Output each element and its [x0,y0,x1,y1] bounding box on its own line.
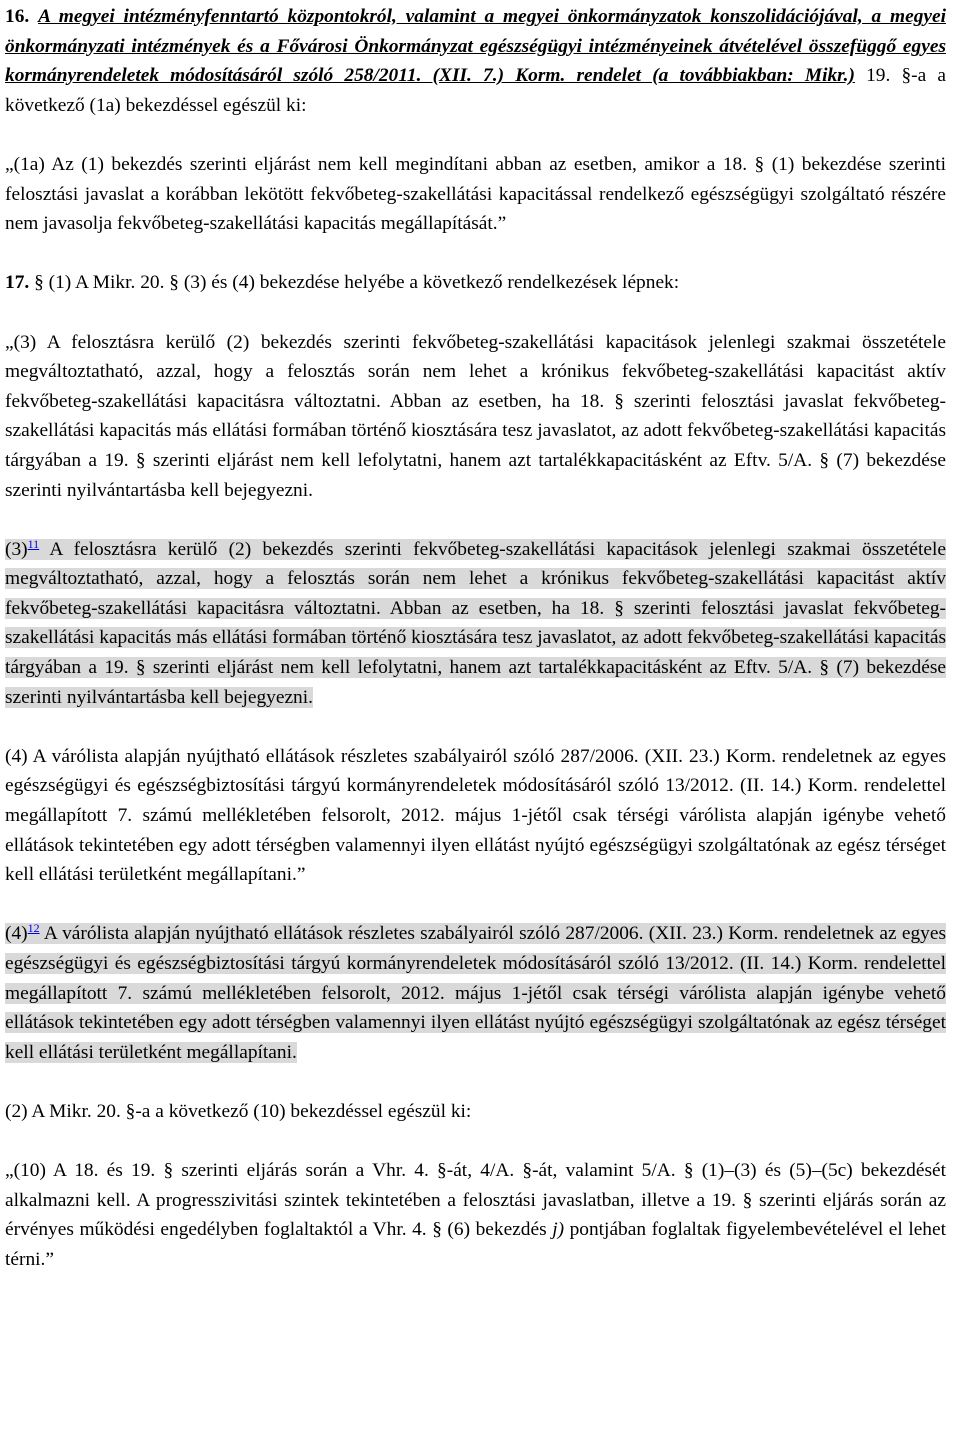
footnote-link-12[interactable]: 12 [27,921,40,936]
point-reference: j) [552,1219,565,1241]
section-heading [5,2,946,120]
highlighted-text [5,536,946,708]
article-number: 17. [5,272,30,294]
paragraph-10 [5,1156,946,1274]
highlighted-text [5,923,946,1062]
paragraph-10-text: „(10) A 18. és 19. § szerinti eljárás során a Vhr. 4. §-át, 4/A. §-át, valamint 5/A. § (1)–(3) és (5)–(5c) bekezdését alkalmazni kell. A progresszivitási szintek tekintetében a felosztási javaslatban, illetve a 19. § szerinti eljárás során az érvényes működési engedélyben foglaltaktól a Vhr. 4. § (6) bekezdés [5,1160,946,1241]
paragraph-body: A várólista alapján nyújtható ellátások részletes szabályairól szóló 287/2006. (XII. 23.) Korm. rendeletnek az egyes egészségügyi és egészségbiztosítási tárgyú kormányrendeletek módosításáról szóló 13/2012. (II. 14.) Korm. rendelettel megállapított 7. számú mellékletében felsorolt, 2012. május 1-jétől csak térségi várólista alapján igénybe vehető ellátások tekintetében egy adott térségben valamennyi ilyen ellátást nyújtó egészségügyi szolgáltatónak az egész térséget kell ellátási területként megállapítani. [5,923,946,1063]
paragraph-3-quoted: „(3) A felosztásra kerülő (2) bekezdés szerinti fekvőbeteg-szakellátási kapacitások jelenlegi szakmai összetétele megváltoztatható, azzal, hogy a felosztás során nem lehet a krónikus fekvőbeteg-szakellátási kapacitást aktív fekvőbeteg-szakellátási kapacitásra változtatni. Abban az esetben, ha 18. § szerinti felosztási javaslat fekvőbeteg-szakellátási kapacitás más ellátási formában történő kiosztására tesz javaslatot, az adott fekvőbeteg-szakellátási kapacitás tárgyában a 19. § szerinti eljárást nem kell lefolytatni, hanem azt tartalékkapacitásként az Eftv. 5/A. § (7) bekezdése szerinti nyilvántartásba kell bejegyezni. [5,331,946,501]
footnote-link-11[interactable]: 11 [27,536,40,551]
paragraph-body: A felosztásra kerülő (2) bekezdés szerinti fekvőbeteg-szakellátási kapacitások jelenlegi szakmai összetétele megváltoztatható, azzal, hogy a felosztás során nem lehet a krónikus fekvőbeteg-szakellátási kapacitást aktív fekvőbeteg-szakellátási kapacitásra változtatni. Abban az esetben, ha 18. § szerinti felosztási javaslat fekvőbeteg-szakellátási kapacitás más ellátási formában történő kiosztására tesz javaslatot, az adott fekvőbeteg-szakellátási kapacitás tárgyában a 19. § szerinti eljárást nem kell lefolytatni, hanem azt tartalékkapacitásként az Eftv. 5/A. § (7) bekezdése szerinti nyilvántartásba kell bejegyezni. [5,538,946,708]
paragraph-prefix: (3) [5,538,28,560]
paragraph-4-amended [5,919,946,1067]
paragraph-prefix: (4) [5,923,28,945]
article-17 [5,268,946,298]
paragraph-10-tail: pontjában foglaltak figyelembevételével el lehet térni.” [5,1219,947,1270]
paragraph-1a: „(1a) Az (1) bekezdés szerinti eljárást nem kell megindítani abban az esetben, amikor a 18. § (1) bekezdése szerinti felosztási javaslat a korábban lekötött fekvőbeteg-szakellátási kapacitással rendelkező egészségügyi szolgáltató részére nem javasolja fekvőbeteg-szakellátási kapacitás megállapítását.” [5,153,946,235]
paragraph-2: (2) A Mikr. 20. §-a a következő (10) bekezdéssel egészül ki: [5,1100,472,1122]
regulation-title: A megyei intézményfenntartó központokról, valamint a megyei önkormányzatok konszolidációjával, a megyei önkormányzati intézmények és a Fővárosi Önkormányzat egészségügyi intézményeinek átvételével összefüggő egyes kormányrendeletek módosításáról szóló 258/2011. (XII. 7.) Korm. rendelet (a továbbiakban: Mikr.) [5,6,946,87]
section-number: 16. [5,6,30,27]
heading-tail: 19. §-a a következő (1a) bekezdéssel egészül ki: [5,65,946,116]
paragraph-3-amended [5,535,946,713]
article-text: § (1) A Mikr. 20. § (3) és (4) bekezdése helyébe a következő rendelkezések lépnek: [29,272,680,294]
paragraph-4-quoted: (4) A várólista alapján nyújtható ellátások részletes szabályairól szóló 287/2006. (XII. 23.) Korm. rendeletnek az egyes egészségügyi és egészségbiztosítási tárgyú kormányrendeletek módosításáról szóló 13/2012. (II. 14.) Korm. rendelettel megállapított 7. számú mellékletében felsorolt, 2012. május 1-jétől csak térségi várólista alapján igénybe vehető ellátások tekintetében egy adott térségben valamennyi ilyen ellátást nyújtó egészségügyi szolgáltatónak az egész térséget kell ellátási területként megállapítani.” [5,745,946,886]
